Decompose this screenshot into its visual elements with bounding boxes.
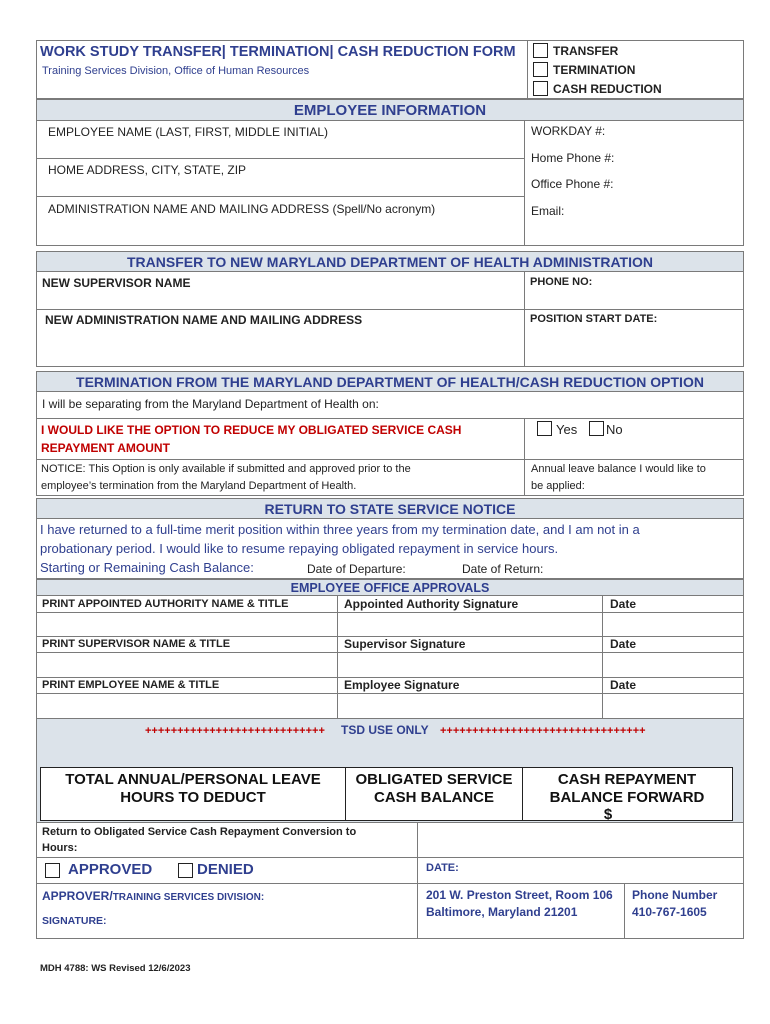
cash-balance-header: OBLIGATED SERVICE CASH BALANCE bbox=[355, 771, 513, 806]
return-heading: RETURN TO STATE SERVICE NOTICE bbox=[36, 498, 744, 519]
return-date-label[interactable]: Date of Return: bbox=[462, 562, 544, 576]
tsd-address-line2: Baltimore, Maryland 21201 bbox=[426, 905, 578, 919]
appointed-print-label: PRINT APPOINTED AUTHORITY NAME & TITLE bbox=[42, 598, 289, 610]
tsd-date-label: DATE: bbox=[426, 862, 459, 874]
approver-label-main: APPROVER/ bbox=[42, 889, 113, 903]
notice-line2: employee’s termination from the Maryland Department of Health. bbox=[41, 480, 357, 492]
approvals-heading: EMPLOYEE OFFICE APPROVALS bbox=[36, 579, 744, 596]
supervisor-divider bbox=[36, 652, 744, 653]
cash-reduction-label: CASH REDUCTION bbox=[553, 82, 662, 96]
transfer-checkbox[interactable] bbox=[533, 43, 548, 58]
supervisor-print-label: PRINT SUPERVISOR NAME & TITLE bbox=[42, 638, 231, 650]
approver-label bbox=[42, 889, 264, 903]
approver-label-small: TRAINING SERVICES DIVISION: bbox=[112, 892, 265, 903]
new-phone-label: PHONE NO: bbox=[530, 276, 593, 288]
employee-info-heading: EMPLOYEE INFORMATION bbox=[36, 99, 744, 121]
no-label: No bbox=[606, 422, 623, 437]
supervisor-date-label: Date bbox=[610, 637, 637, 651]
dollar-sign: $ bbox=[603, 806, 613, 823]
transfer-heading: TRANSFER TO NEW MARYLAND DEPARTMENT OF HEALTH ADMINISTRATION bbox=[36, 251, 744, 272]
workday-label[interactable]: WORKDAY #: bbox=[531, 124, 606, 138]
conversion-line1: Return to Obligated Service Cash Repayment Conversion to bbox=[42, 826, 357, 838]
employee-sig-label: Employee Signature bbox=[344, 678, 460, 692]
form-subtitle: Training Services Division, Office of Human Resources bbox=[42, 65, 310, 77]
home-phone-label[interactable]: Home Phone #: bbox=[531, 151, 615, 165]
no-checkbox[interactable] bbox=[589, 421, 604, 436]
return-text-line2: probationary period. I would like to resume repaying obligated repayment in service hours. bbox=[40, 541, 559, 556]
cash-forward-header: CASH REPAYMENT BALANCE FORWARD bbox=[549, 771, 705, 806]
tsd-phone-title: Phone Number bbox=[632, 888, 718, 902]
new-admin-label: NEW ADMINISTRATION NAME AND MAILING ADDRESS bbox=[45, 313, 363, 327]
appointed-sig-label: Appointed Authority Signature bbox=[344, 597, 519, 611]
return-text-line1: I have returned to a full-time merit position within three years from my termination date, and I am not in a bbox=[40, 522, 640, 537]
employee-name-label: EMPLOYEE NAME (LAST, FIRST, MIDDLE INITIAL) bbox=[48, 125, 329, 139]
tsd-date-field[interactable] bbox=[417, 857, 744, 884]
termination-checkbox[interactable] bbox=[533, 62, 548, 77]
leave-balance-line1: Annual leave balance I would like to bbox=[531, 463, 706, 475]
cash-reduction-checkbox[interactable] bbox=[533, 81, 548, 96]
leave-hours-header: TOTAL ANNUAL/PERSONAL LEAVE HOURS TO DEDUCT bbox=[65, 771, 321, 806]
appointed-date-label: Date bbox=[610, 597, 637, 611]
signature-label: SIGNATURE: bbox=[42, 915, 107, 927]
tsd-col-divider-2 bbox=[522, 767, 523, 821]
conversion-line2: Hours: bbox=[42, 842, 78, 854]
employee-print-label: PRINT EMPLOYEE NAME & TITLE bbox=[42, 679, 220, 691]
office-phone-label[interactable]: Office Phone #: bbox=[531, 177, 614, 191]
form-title: WORK STUDY TRANSFER| TERMINATION| CASH REDUCTION FORM bbox=[40, 44, 516, 60]
admin-address-label: ADMINISTRATION NAME AND MAILING ADDRESS (Spell/No acronym) bbox=[48, 202, 436, 216]
transfer-label: TRANSFER bbox=[553, 44, 619, 58]
start-date-label: POSITION START DATE: bbox=[530, 313, 658, 325]
departure-date-label[interactable]: Date of Departure: bbox=[307, 562, 406, 576]
new-supervisor-label: NEW SUPERVISOR NAME bbox=[42, 276, 191, 290]
tsd-address-line1: 201 W. Preston Street, Room 106 bbox=[426, 888, 613, 902]
cash-option-line1: I WOULD LIKE THE OPTION TO REDUCE MY OBLIGATED SERVICE CASH bbox=[41, 423, 462, 437]
termination-label: TERMINATION bbox=[553, 63, 636, 77]
home-address-label: HOME ADDRESS, CITY, STATE, ZIP bbox=[48, 163, 247, 177]
leave-balance-line2: be applied: bbox=[531, 480, 585, 492]
appointed-divider bbox=[36, 612, 744, 613]
employee-date-label: Date bbox=[610, 678, 637, 692]
cash-balance-label[interactable]: Starting or Remaining Cash Balance: bbox=[40, 560, 254, 575]
tsd-phone-number: 410-767-1605 bbox=[632, 905, 707, 919]
denied-label: DENIED bbox=[197, 861, 254, 878]
separating-label: I will be separating from the Maryland Department of Health on: bbox=[42, 397, 379, 411]
tsd-plus-left: ++++++++++++++++++++++++++++ bbox=[145, 725, 325, 737]
email-label[interactable]: Email: bbox=[531, 204, 565, 218]
tsd-label: TSD USE ONLY bbox=[341, 723, 429, 737]
supervisor-sig-label: Supervisor Signature bbox=[344, 637, 466, 651]
conversion-value-field[interactable] bbox=[417, 822, 744, 858]
cash-option-line2: REPAYMENT AMOUNT bbox=[41, 441, 170, 455]
approved-checkbox[interactable] bbox=[45, 863, 60, 878]
revision-note: MDH 4788: WS Revised 12/6/2023 bbox=[40, 963, 191, 974]
tsd-plus-right: ++++++++++++++++++++++++++++++++ bbox=[440, 725, 646, 737]
denied-checkbox[interactable] bbox=[178, 863, 193, 878]
notice-line1: NOTICE: This Option is only available if submitted and approved prior to the bbox=[41, 463, 411, 475]
yes-checkbox[interactable] bbox=[537, 421, 552, 436]
termination-heading: TERMINATION FROM THE MARYLAND DEPARTMENT OF HEALTH/CASH REDUCTION OPTION bbox=[36, 371, 744, 392]
employee-divider bbox=[36, 693, 744, 694]
approved-label: APPROVED bbox=[68, 861, 153, 878]
yes-label: Yes bbox=[556, 422, 578, 437]
